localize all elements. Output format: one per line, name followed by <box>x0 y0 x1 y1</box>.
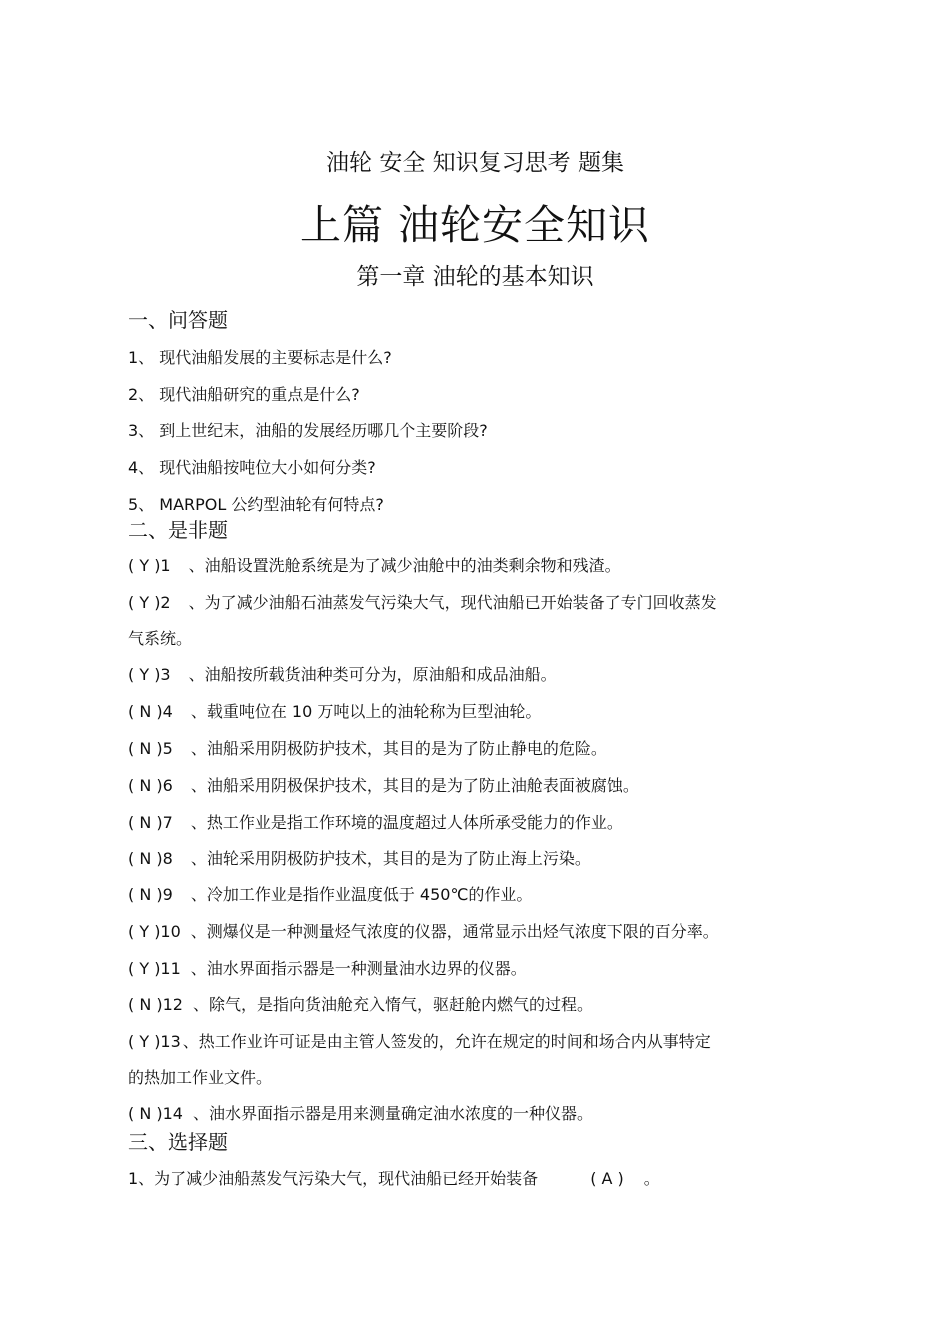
tf-item-11 <box>128 956 527 979</box>
tf-answer-mark: ( Y )11 <box>128 959 181 978</box>
tf-answer-mark: ( Y )13 <box>128 1032 181 1051</box>
tf-statement: 、油水界面指示器是一种测量油水边界的仪器。 <box>190 959 527 978</box>
tf-answer-mark: ( Y )1 <box>128 556 171 575</box>
part-title: 上篇 油轮安全知识 <box>299 201 651 249</box>
tf-item-12 <box>128 992 593 1015</box>
qa-question-2: 2、 现代油船研究的重点是什么? <box>128 385 360 404</box>
mc-question-1 <box>128 1166 660 1189</box>
tf-statement: 、油船按所载货油种类可分为，原油船和成品油船。 <box>188 665 557 684</box>
mc-question-text: 1、为了减少油船蒸发气污染大气，现代油船已经开始装备 <box>128 1169 539 1188</box>
tf-answer-mark: ( N )12 <box>128 995 183 1014</box>
tf-answer-mark: ( N )6 <box>128 776 173 795</box>
section-heading-true-false: 二、是非题 <box>128 518 228 542</box>
tf-item-14 <box>128 1101 593 1124</box>
tf-answer-mark: ( N )5 <box>128 739 173 758</box>
document-title: 油轮 安全 知识复习思考 题集 <box>326 150 624 176</box>
tf-item-9 <box>128 882 532 905</box>
tf-statement: 、载重吨位在 10 万吨以上的油轮称为巨型油轮。 <box>190 702 542 721</box>
tf-item-2 <box>128 590 717 613</box>
tf-item-6 <box>128 773 639 796</box>
tf-statement: 、油船采用阴极防护技术，其目的是为了防止静电的危险。 <box>190 739 607 758</box>
section-heading-multiple-choice: 三、选择题 <box>128 1130 228 1154</box>
tf-statement: 、油船设置洗舱系统是为了减少油舱中的油类剩余物和残渣。 <box>188 556 621 575</box>
qa-question-3: 3、 到上世纪末，油船的发展经历哪几个主要阶段? <box>128 421 488 440</box>
tf-answer-mark: ( Y )2 <box>128 593 171 612</box>
tf-statement: 、除气，是指向货油舱充入惰气，驱赶舱内燃气的过程。 <box>192 995 593 1014</box>
tf-item-1 <box>128 553 621 576</box>
tf-item-5 <box>128 736 607 759</box>
tf-answer-mark: ( N )4 <box>128 702 173 721</box>
tf-statement: 、油轮采用阴极防护技术，其目的是为了防止海上污染。 <box>190 849 591 868</box>
tf-statement: 、测爆仪是一种测量烃气浓度的仪器，通常显示出烃气浓度下限的百分率。 <box>190 922 719 941</box>
qa-question-1: 1、 现代油船发展的主要标志是什么? <box>128 348 392 367</box>
tf-statement: 、热工作业是指工作环境的温度超过人体所承受能力的作业。 <box>190 813 623 832</box>
tf-item-2-continuation: 气系统。 <box>128 629 193 648</box>
qa-question-4: 4、 现代油船按吨位大小如何分类? <box>128 458 376 477</box>
tf-answer-mark: ( Y )3 <box>128 665 171 684</box>
tf-answer-mark: ( N )8 <box>128 849 173 868</box>
tf-item-4 <box>128 699 541 722</box>
tf-statement: 、冷加工作业是指作业温度低于 450℃的作业。 <box>190 885 533 904</box>
chapter-title: 第一章 油轮的基本知识 <box>356 264 594 290</box>
tf-item-10 <box>128 919 719 942</box>
tf-item-8 <box>128 846 591 869</box>
tf-item-3 <box>128 662 557 685</box>
tf-statement: 、为了减少油船石油蒸发气污染大气，现代油船已开始装备了专门回收蒸发 <box>188 593 717 612</box>
tf-statement: 、热工作业许可证是由主管人签发的，允许在规定的时间和场合内从事特定 <box>182 1032 711 1051</box>
tf-statement: 、油船采用阴极保护技术，其目的是为了防止油舱表面被腐蚀。 <box>190 776 639 795</box>
mc-answer: ( A ) <box>590 1169 624 1188</box>
qa-question-5: 5、 MARPOL 公约型油轮有何特点? <box>128 495 384 514</box>
tf-statement: 、油水界面指示器是用来测量确定油水浓度的一种仪器。 <box>192 1104 593 1123</box>
tf-item-13 <box>128 1029 711 1052</box>
tf-answer-mark: ( Y )10 <box>128 922 181 941</box>
tf-answer-mark: ( N )9 <box>128 885 173 904</box>
tf-item-7 <box>128 810 623 833</box>
tf-answer-mark: ( N )14 <box>128 1104 183 1123</box>
tf-answer-mark: ( N )7 <box>128 813 173 832</box>
tf-item-13-continuation: 的热加工作业文件。 <box>128 1068 273 1087</box>
section-heading-qa: 一、问答题 <box>128 308 228 332</box>
mc-question-tail: 。 <box>643 1169 660 1188</box>
